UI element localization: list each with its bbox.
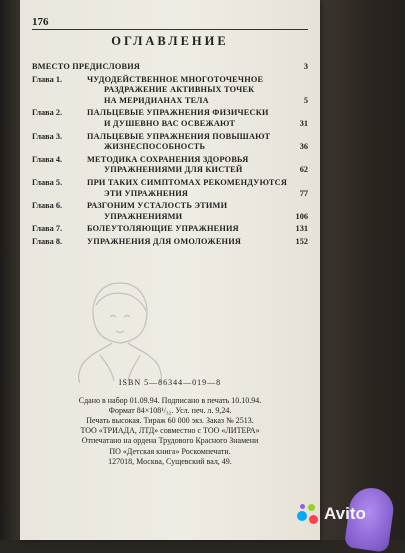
toc-chapter-label: Глава 1.: [32, 74, 63, 84]
colophon-line: Формат 84×108¹/₃₂. Усл. печ. л. 9,24.: [108, 406, 232, 416]
book-page: [20, 0, 320, 540]
toc-entry-page: 36: [299, 142, 308, 152]
watermark-text: Avito: [324, 504, 366, 523]
toc-chapter-label: Глава 8.: [32, 236, 63, 246]
toc-entry-page: 77: [299, 188, 308, 198]
toc-entry-title-cont: УПРАЖНЕНИЯМИ ДЛЯ КИСТЕЙ: [104, 165, 243, 175]
toc-entry-page: 5: [303, 95, 308, 105]
toc-entry-page: 3: [303, 62, 308, 71]
toc-entry-chapter-2: [32, 108, 308, 129]
isbn: ISBN 5—86344—019—8: [118, 378, 222, 387]
colophon-line: Сдано в набор 01.09.94. Подписано в печать 10.10.94.: [78, 396, 262, 406]
toc-chapter-label: Глава 7.: [32, 224, 63, 234]
header-rule: [32, 29, 308, 30]
toc-entry-title: УПРАЖНЕНИЯ ДЛЯ ОМОЛОЖЕНИЯ: [87, 236, 242, 246]
colophon: [20, 378, 320, 467]
toc-entry-title-cont: УПРАЖНЕНИЯМИ: [104, 211, 183, 221]
toc-heading: ОГЛАВЛЕНИЕ: [111, 34, 229, 48]
colophon-line: ТОО «ТРИАДА, ЛТД» совместно с ТОО «ЛИТЕРА»: [80, 426, 260, 436]
toc-entry-title: ЧУДОДЕЙСТВЕННОЕ МНОГОТОЧЕЧНОЕ: [87, 74, 264, 84]
toc-entry-page: 62: [299, 165, 308, 175]
toc-entry-page: 152: [295, 236, 308, 246]
avito-watermark: [296, 500, 366, 528]
avito-logo-icon: [296, 502, 320, 526]
toc-chapter-label: Глава 5.: [32, 177, 63, 187]
toc-entry-title-cont: ЖИЗНЕСПОСОБНОСТЬ: [104, 142, 206, 152]
toc-entry-title: ПРИ ТАКИХ СИМПТОМАХ РЕКОМЕНДУЮТСЯ: [87, 177, 288, 187]
toc-chapter-label: Глава 3.: [32, 131, 63, 141]
background-right: [319, 0, 405, 540]
toc-entry-chapter-6: [32, 201, 308, 222]
page-number: 176: [32, 16, 49, 28]
colophon-line: Печать высокая. Тираж 60 000 экз. Заказ № 2513.: [86, 416, 254, 426]
toc-entry-title: ВМЕСТО ПРЕДИСЛОВИЯ: [32, 62, 141, 71]
toc-entry-chapter-3: [32, 132, 308, 153]
toc-entry-chapter-8: [32, 237, 308, 248]
toc-entry-title-cont: И ДУШЕВНО ВАС ОСВЕЖАЮТ: [104, 118, 236, 128]
toc-entry-title-cont: НА МЕРИДИАНАХ ТЕЛА: [104, 95, 209, 105]
toc-entry-chapter-1: [32, 75, 308, 107]
toc-entry-page: 106: [295, 211, 308, 221]
toc-entry-title-cont: ЭТИ УПРАЖНЕНИЯ: [104, 188, 189, 198]
toc-entry-chapter-5: [32, 178, 308, 199]
toc-entry-title: ПАЛЬЦЕВЫЕ УПРАЖНЕНИЯ ФИЗИЧЕСКИ: [87, 108, 269, 118]
toc-chapter-label: Глава 4.: [32, 154, 63, 164]
table-of-contents: [32, 62, 308, 250]
toc-entry-intro: [32, 62, 308, 73]
colophon-line: Отпечатано на ордена Трудового Красного Знамени: [81, 436, 259, 446]
toc-entry-page: 131: [295, 224, 308, 234]
colophon-line: 127018, Москва, Сущевский вал, 49.: [108, 456, 232, 466]
background-left: [0, 0, 20, 540]
toc-entry-title: РАЗГОНИМ УСТАЛОСТЬ ЭТИМИ: [87, 201, 228, 211]
toc-entry-chapter-4: [32, 155, 308, 176]
colophon-line: ПО «Детская книга» Роскомпечати.: [109, 446, 231, 456]
toc-chapter-label: Глава 2.: [32, 108, 63, 118]
toc-entry-title: БОЛЕУТОЛЯЮЩИЕ УПРАЖНЕНИЯ: [87, 224, 239, 234]
toc-entry-page: 31: [299, 118, 308, 128]
toc-chapter-label: Глава 6.: [32, 201, 63, 211]
toc-entry-title-cont: РАЗДРАЖЕНИЕ АКТИВНЫХ ТОЧЕК: [104, 85, 255, 95]
toc-entry-title: ПАЛЬЦЕВЫЕ УПРАЖНЕНИЯ ПОВЫШАЮТ: [87, 131, 271, 141]
faded-illustration: [60, 275, 180, 385]
toc-entry-chapter-7: [32, 224, 308, 235]
toc-entry-title: МЕТОДИКА СОХРАНЕНИЯ ЗДОРОВЬЯ: [87, 154, 249, 164]
